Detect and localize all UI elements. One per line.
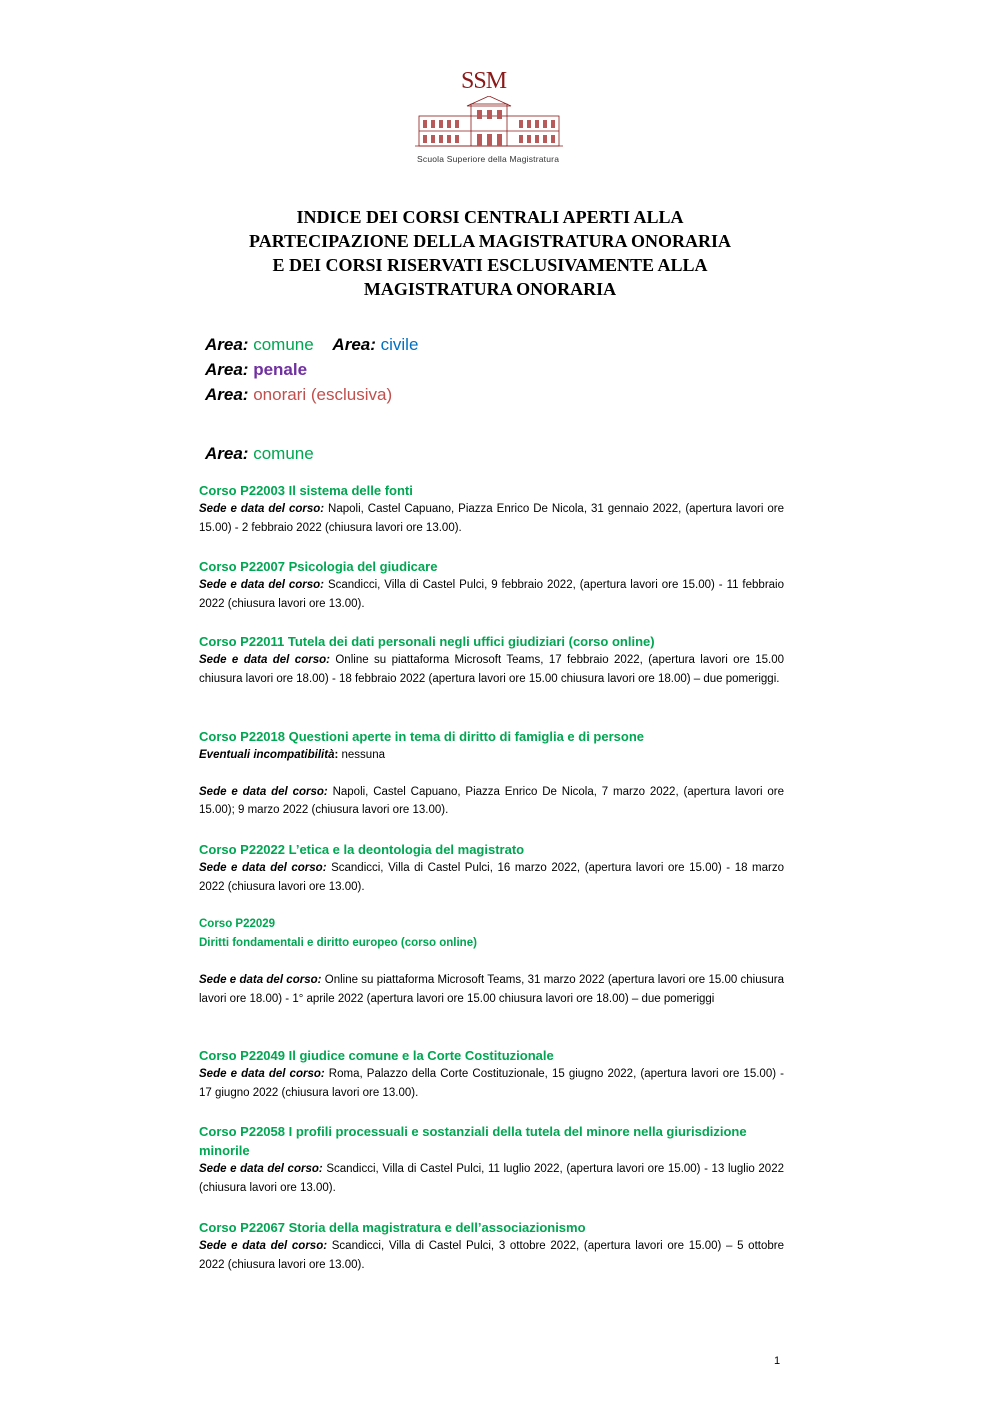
course-title: Corso P22029 — [199, 918, 276, 930]
section-heading — [205, 444, 314, 464]
area-esclusiva: (esclusiva) — [310, 385, 393, 404]
building-illustration-icon — [415, 96, 563, 152]
incompat-line — [199, 746, 784, 765]
area-legend — [205, 332, 418, 407]
course-detail-text: Online su piattaforma Microsoft Teams, 31 marzo 2022 (apertura lavori ore 15.00 chiusura lavori ore 18.00) - 1° aprile 2022 (apertura lavori ore 15.00 chiusura lavori ore 18.00) – due pomeriggi — [199, 974, 784, 1005]
sede-label: Sede e data del corso: — [199, 862, 327, 874]
course-detail — [199, 1237, 784, 1274]
area-onorari: onorari — [253, 385, 307, 404]
course-detail — [199, 783, 784, 820]
sede-label: Sede e data del corso: — [199, 785, 328, 798]
course-detail — [199, 500, 784, 537]
incompat-colon: : — [334, 749, 339, 761]
course-detail-text: Scandicci, Villa di Castel Pulci, 9 febbraio 2022, (apertura lavori ore 15.00) - 11 febbraio 2022 (chiusura lavori ore 13.00). — [199, 579, 784, 610]
sede-label: Sede e data del corso: — [199, 654, 330, 666]
course-title: Corso P22067 Storia della magistratura e dell’associazionismo — [199, 1220, 586, 1235]
page-title — [200, 205, 780, 301]
section-name: comune — [253, 444, 314, 463]
area-penale: penale — [253, 360, 308, 379]
area-civile: civile — [380, 335, 419, 354]
course-title: Corso P22018 Questioni aperte in tema di diritto di famiglia e di persone — [199, 729, 644, 744]
incompat-label: Eventuali incompatibilità — [199, 749, 335, 761]
course-entry — [199, 1122, 784, 1197]
logo-caption: Scuola Superiore della Magistratura — [417, 154, 560, 164]
course-detail-text: Scandicci, Villa di Castel Pulci, 3 ottobre 2022, (apertura lavori ore 15.00) – 5 ottobre 2022 (chiusura lavori ore 13.00). — [199, 1240, 784, 1271]
ssm-logo — [413, 68, 565, 166]
title-line-3: E DEI CORSI RISERVATI ESCLUSIVAMENTE ALLA — [272, 255, 708, 275]
course-detail-text: Napoli, Castel Capuano, Piazza Enrico De Nicola, 7 marzo 2022, (apertura lavori ore 15.00); 9 marzo 2022 (chiusura lavori ore 13.00). — [199, 785, 784, 816]
course-subtitle: Diritti fondamentali e diritto europeo (corso online) — [199, 937, 477, 949]
area-label: Area: — [205, 360, 249, 379]
sede-label: Sede e data del corso: — [199, 1240, 328, 1252]
course-detail-text: Scandicci, Villa di Castel Pulci, 11 luglio 2022, (apertura lavori ore 15.00) - 13 luglio 2022 (chiusura lavori ore 13.00). — [199, 1163, 784, 1194]
incompat-value: nessuna — [338, 749, 385, 761]
course-detail — [199, 651, 784, 688]
logo-mark: SSM — [461, 68, 507, 94]
course-detail-text: Online su piattaforma Microsoft Teams, 17 febbraio 2022, (apertura lavori ore 15.00 chiusura lavori ore 18.00) - 18 febbraio 2022 (apertura lavori ore 15.00 chiusura lavori ore 18.00) – due pomeriggi. — [199, 654, 784, 685]
course-title: Corso P22022 L’etica e la deontologia del magistrato — [199, 842, 525, 857]
title-line-1: INDICE DEI CORSI CENTRALI APERTI ALLA — [296, 207, 684, 227]
course-detail-text: Scandicci, Villa di Castel Pulci, 16 marzo 2022, (apertura lavori ore 15.00) - 18 marzo 2022 (chiusura lavori ore 13.00). — [199, 862, 784, 893]
course-detail — [199, 859, 784, 896]
area-label: Area: — [205, 335, 249, 354]
course-title: Corso P22007 Psicologia del giudicare — [199, 559, 438, 574]
course-detail-text: Napoli, Castel Capuano, Piazza Enrico De Nicola, 31 gennaio 2022, (apertura lavori ore 15.00) - 2 febbraio 2022 (chiusura lavori ore 13.00). — [199, 503, 784, 534]
course-entry — [199, 1046, 784, 1102]
course-entry — [199, 1218, 784, 1274]
sede-label: Sede e data del corso: — [199, 579, 325, 591]
sede-label: Sede e data del corso: — [199, 503, 325, 515]
sede-label: Sede e data del corso: — [199, 1068, 325, 1080]
title-line-4: MAGISTRATURA ONORARIA — [363, 279, 617, 299]
course-entry — [199, 727, 784, 820]
course-title: Corso P22049 Il giudice comune e la Corte Costituzionale — [199, 1048, 554, 1063]
sede-label: Sede e data del corso: — [199, 974, 322, 986]
title-line-2: PARTECIPAZIONE DELLA MAGISTRATURA ONORARIA — [249, 231, 731, 251]
course-entry — [199, 915, 784, 1008]
course-detail — [199, 971, 784, 1008]
area-label: Area: — [205, 385, 249, 404]
course-entry — [199, 632, 784, 688]
course-detail — [199, 1160, 784, 1197]
course-detail — [199, 576, 784, 613]
course-entry — [199, 840, 784, 896]
course-title: Corso P22011 Tutela dei dati personali negli uffici giudiziari (corso online) — [199, 634, 655, 649]
area-comune: comune — [253, 335, 314, 354]
page-number: 1 — [774, 1355, 781, 1367]
section-label: Area: — [205, 444, 249, 463]
area-label: Area: — [332, 335, 376, 354]
course-entry — [199, 557, 784, 613]
course-detail — [199, 1065, 784, 1102]
sede-label: Sede e data del corso: — [199, 1163, 323, 1175]
course-detail-text: Roma, Palazzo della Corte Costituzionale, 15 giugno 2022, (apertura lavori ore 15.00) - 17 giugno 2022 (chiusura lavori ore 13.00). — [199, 1068, 784, 1099]
course-title: Corso P22058 I profili processuali e sostanziali della tutela del minore nella giurisdizione minorile — [199, 1124, 747, 1158]
course-title: Corso P22003 Il sistema delle fonti — [199, 483, 413, 498]
course-entry — [199, 481, 784, 537]
